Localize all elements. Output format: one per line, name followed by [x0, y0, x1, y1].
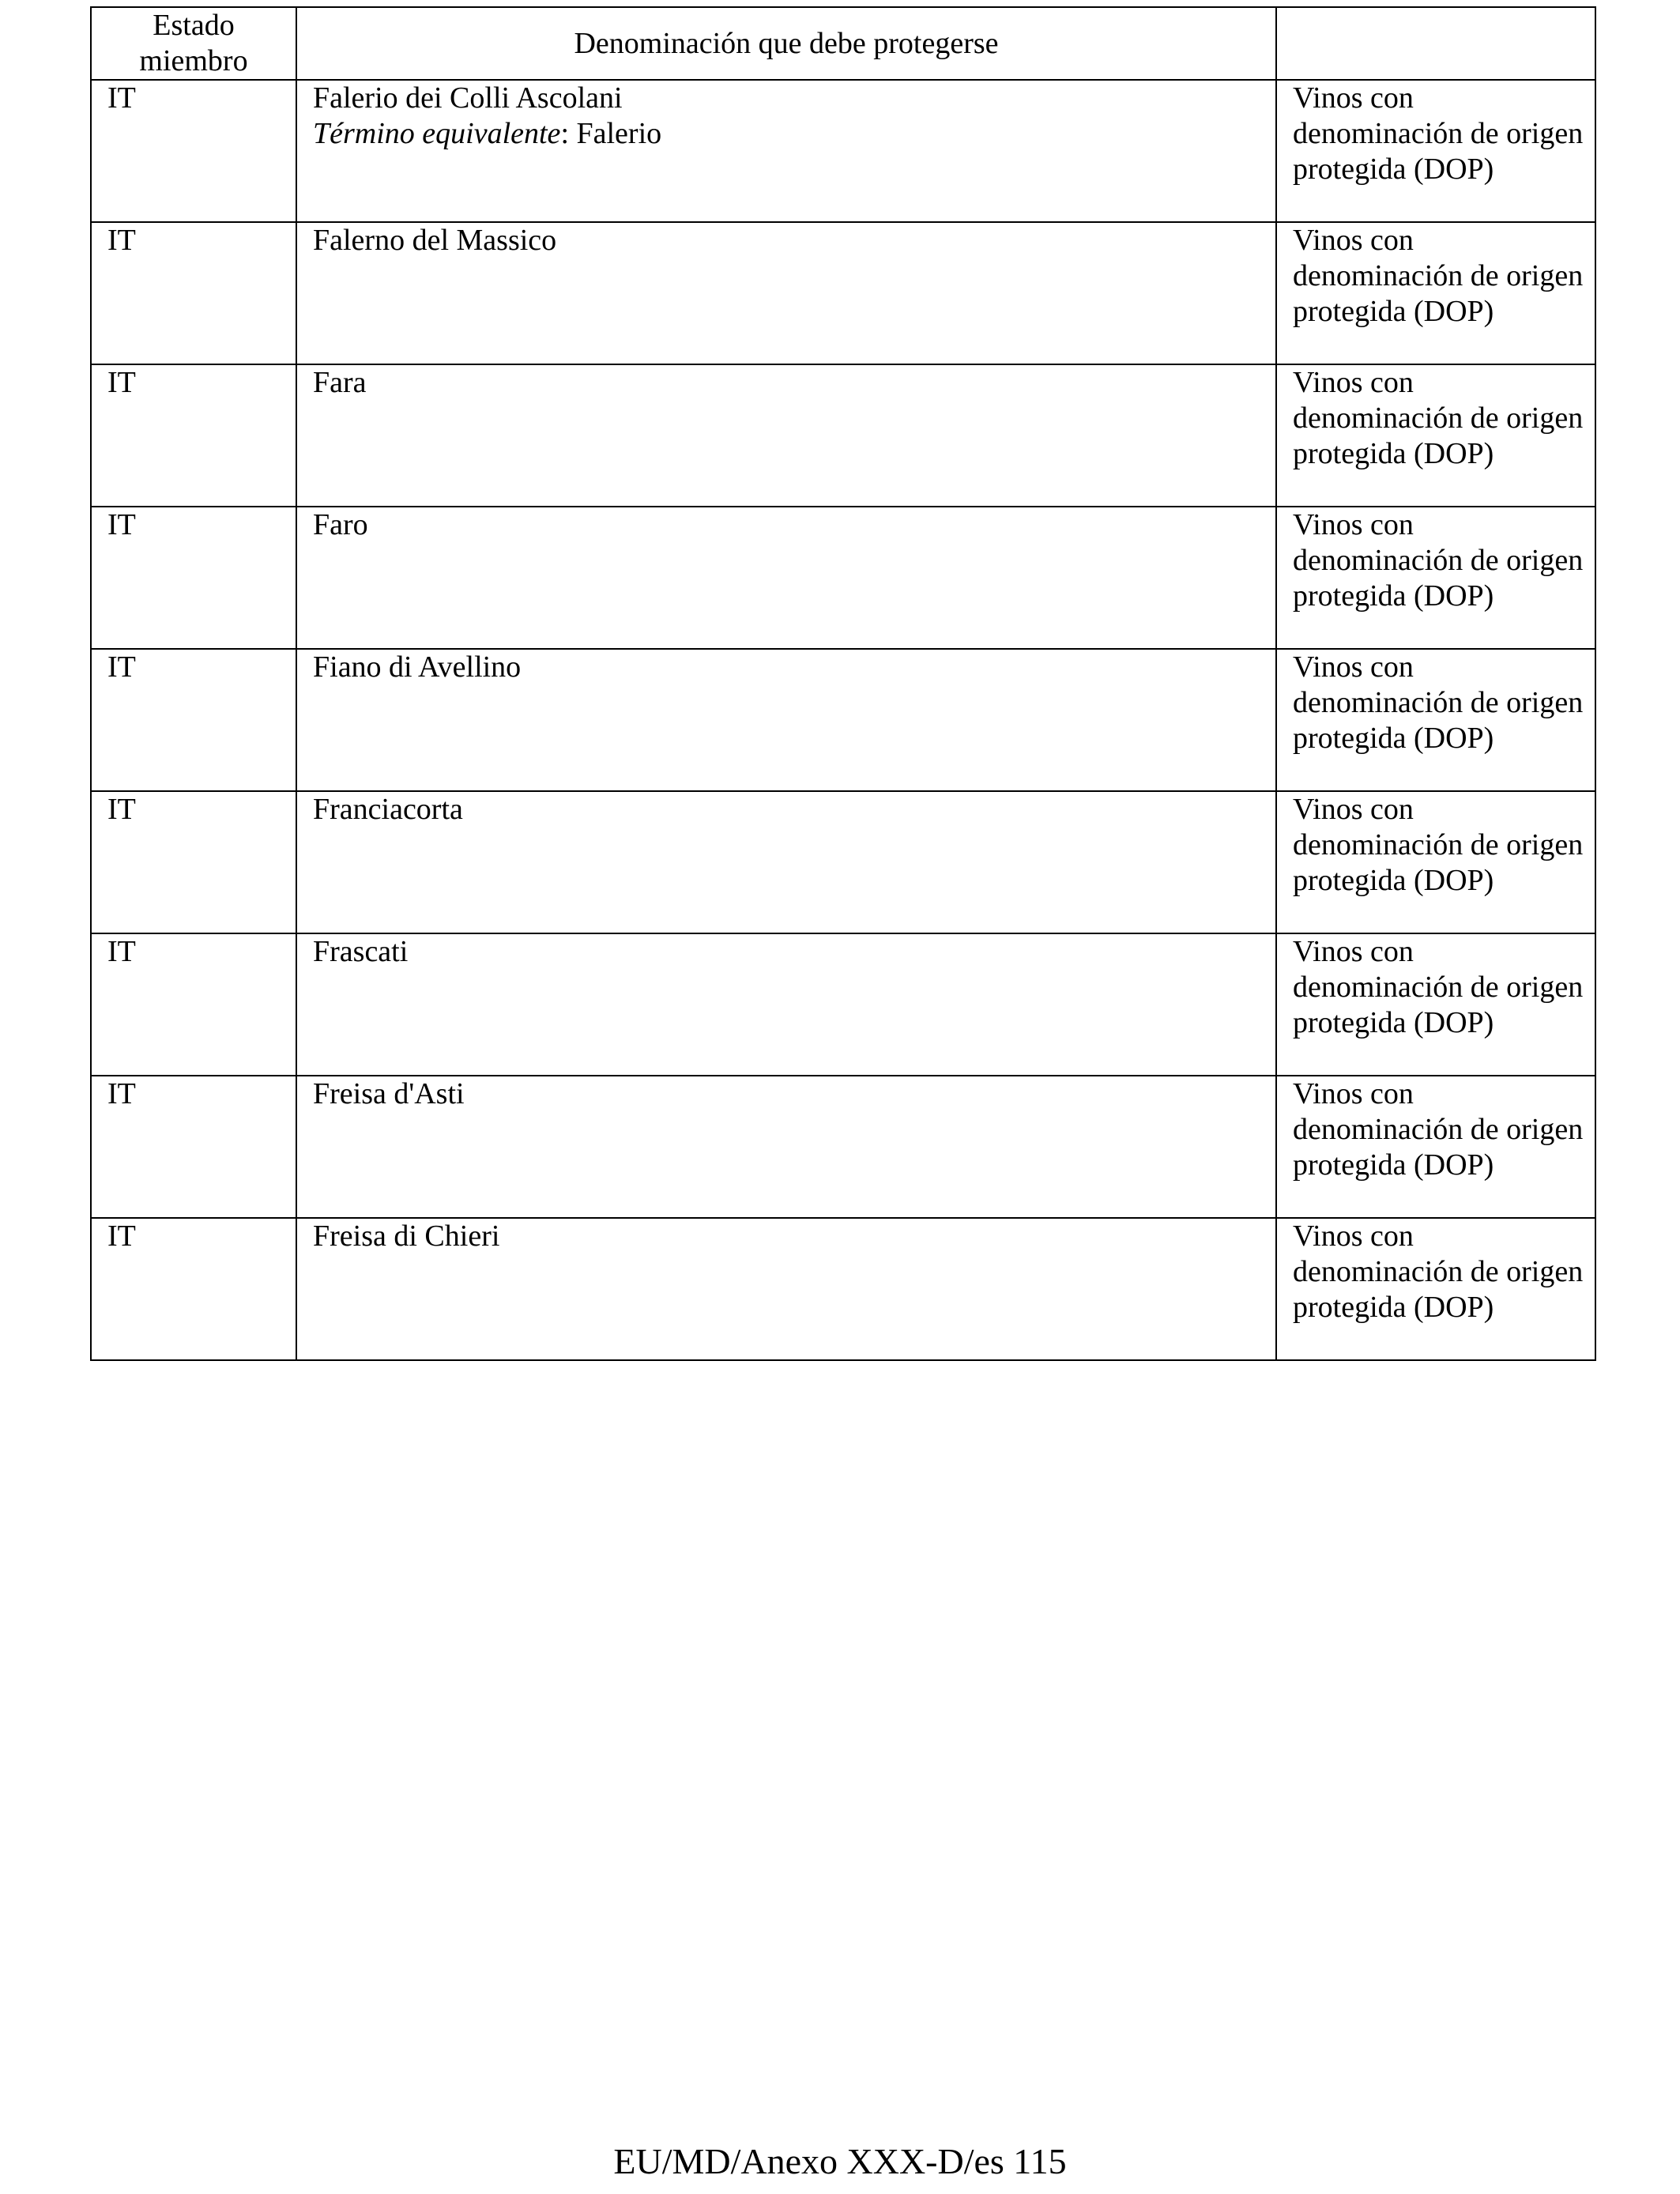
cell-protected-name: Faro: [296, 507, 1276, 649]
header-protected-name: Denominación que debe protegerse: [296, 7, 1276, 80]
cell-member-state: IT: [91, 791, 296, 933]
equivalent-term-separator: :: [560, 117, 577, 150]
cell-protected-name: Freisa d'Asti: [296, 1076, 1276, 1218]
table-row: [91, 649, 1595, 791]
equivalent-term-label: Término equivalente: [313, 117, 561, 150]
table-row: [91, 933, 1595, 1076]
table-header-row: [91, 7, 1595, 80]
table-row: [91, 364, 1595, 507]
cell-product-type: Vinos con denominación de origen protegida (DOP): [1276, 507, 1595, 649]
equivalent-term-value: Falerio: [576, 117, 662, 150]
cell-product-type: Vinos con denominación de origen protegida (DOP): [1276, 1218, 1595, 1360]
cell-protected-name: Fara: [296, 364, 1276, 507]
table-row: [91, 1218, 1595, 1360]
cell-member-state: IT: [91, 1218, 296, 1360]
cell-protected-name: Franciacorta: [296, 791, 1276, 933]
equivalent-term: [313, 116, 1268, 152]
cell-protected-name: Falerno del Massico: [296, 222, 1276, 364]
cell-member-state: IT: [91, 1076, 296, 1218]
cell-member-state: IT: [91, 222, 296, 364]
cell-protected-name: Freisa di Chieri: [296, 1218, 1276, 1360]
header-product-type: [1276, 7, 1595, 80]
cell-product-type: Vinos con denominación de origen protegida (DOP): [1276, 649, 1595, 791]
cell-member-state: IT: [91, 933, 296, 1076]
cell-product-type: Vinos con denominación de origen protegida (DOP): [1276, 364, 1595, 507]
cell-protected-name: [296, 80, 1276, 222]
table-row: [91, 80, 1595, 222]
cell-product-type: Vinos con denominación de origen protegida (DOP): [1276, 791, 1595, 933]
cell-product-type: Vinos con denominación de origen protegida (DOP): [1276, 222, 1595, 364]
protected-names-table: [90, 6, 1596, 1361]
cell-product-type: Vinos con denominación de origen protegida (DOP): [1276, 80, 1595, 222]
cell-member-state: IT: [91, 507, 296, 649]
cell-member-state: IT: [91, 364, 296, 507]
cell-protected-name: Fiano di Avellino: [296, 649, 1276, 791]
table-row: [91, 222, 1595, 364]
cell-member-state: IT: [91, 649, 296, 791]
cell-product-type: Vinos con denominación de origen protegida (DOP): [1276, 1076, 1595, 1218]
protected-name-text: Falerio dei Colli Ascolani: [313, 81, 623, 115]
cell-product-type: Vinos con denominación de origen protegida (DOP): [1276, 933, 1595, 1076]
page-footer-reference: EU/MD/Anexo XXX-D/es 115: [613, 2141, 1067, 2181]
header-member-state: Estado miembro: [91, 7, 296, 80]
cell-member-state: IT: [91, 80, 296, 222]
cell-protected-name: Frascati: [296, 933, 1276, 1076]
table-row: [91, 507, 1595, 649]
table-row: [91, 1076, 1595, 1218]
table-row: [91, 791, 1595, 933]
